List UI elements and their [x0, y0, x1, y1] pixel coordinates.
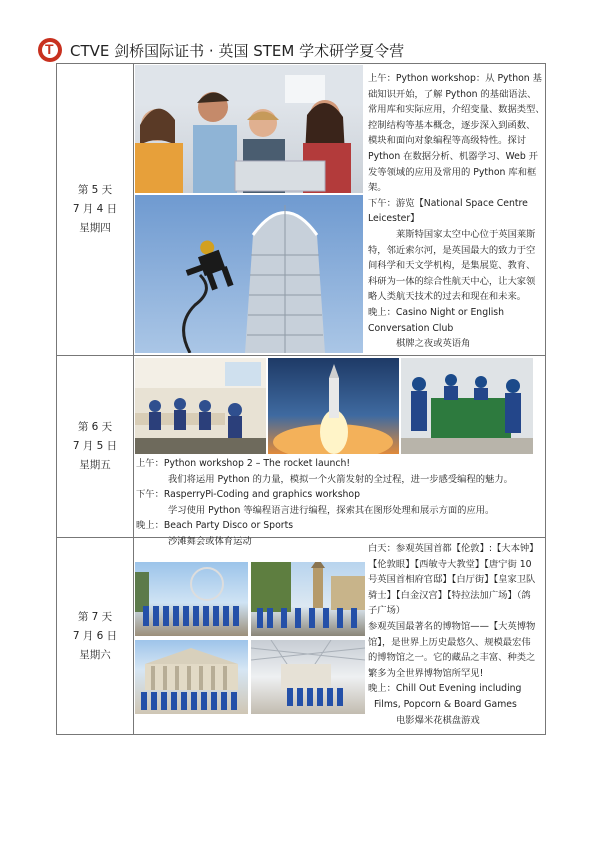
- big-ben-group-photo: [251, 562, 365, 636]
- day6-description: 上午：Python workshop 2 – The rocket launch! 我们将运用 Python 的力量，模拟一个火箭发射的全过程，进一步感受编程的魅力。 下午：RasperryPi-Coding and graphics workshop 学习使用 Python 等编程语言进行编程，探索其在图形处理和展示方面的应用。 晚上：Beach Party Disco or Sports 沙滩舞会或体育运动: [136, 458, 513, 547]
- day7-description: 白天：参观英国首都【伦敦】:【大本钟】 【伦敦眼】【西敏寺大教堂】【唐宁街 10 号英国首相府官邸】【白厅街】【皇家卫队 骑士】【白金汉宫】【特拉法加广场】（鸽 子广场） 参观英国最著名的博物馆——【大英博物 馆】，是世界上历史最悠久、规模最宏伟 的博物馆之一。它的藏品之丰富、种类之 繁多为全世界博物馆所罕见! 晚上：Chill Out Evening including Films, Popcorn & Board Games 电影爆米花棋盘游戏: [368, 543, 539, 726]
- day-number: 第 6 天: [77, 421, 113, 433]
- rocket-launch-photo: [268, 358, 399, 454]
- students-laptop-photo: [135, 65, 363, 193]
- day-cell: [57, 356, 134, 538]
- british-museum-exterior-photo: [135, 640, 248, 714]
- day-date: 7 月 4 日: [72, 203, 118, 215]
- activity-cell: [134, 538, 546, 735]
- itinerary-table: [56, 63, 546, 735]
- space-centre-photo: [135, 195, 363, 353]
- day-number: 第 5 天: [77, 184, 113, 196]
- itinerary-row-day5: [57, 64, 546, 356]
- page-header: [38, 36, 404, 64]
- london-eye-group-photo: [135, 562, 248, 636]
- day-number: 第 7 天: [77, 610, 113, 623]
- day-weekday: 星期四: [79, 222, 111, 234]
- day-date: 7 月 6 日: [72, 629, 118, 642]
- itinerary-row-day7: [57, 538, 546, 735]
- foosball-photo: [401, 358, 533, 454]
- day-cell: [57, 538, 134, 735]
- day-date: 7 月 5 日: [72, 440, 118, 452]
- day-cell: [57, 64, 134, 356]
- page-title: CTVE 剑桥国际证书 · 英国 STEM 学术研学夏令营: [70, 41, 405, 60]
- itinerary-row-day6: [57, 356, 546, 538]
- day-weekday: 星期五: [79, 459, 111, 471]
- day5-description: 上午：Python workshop：从 Python 基 础知识开始，了解 Python 的基础语法、 常用库和实际应用，介绍变量、数据类型、 控制结构等基本概念，逐步深入到函数、 模块和面向对象编程等高级特性。探讨 Python 在数据分析、机器学习、Web 开 发等领域的应用及常用的 Python 库和框 架。 下午：游览【National Space Centre Leicester】 莱斯特国家太空中心位于英国莱斯 特，邻近索尔河，是英国最大的致力于空 间科学和天文学机构，是集展览、教育、 科研为一体的综合性航天中心，让大家领 略人类航天技术的过去和现在和未来。 晚上：Casino Night or English Conversation Club 棋牌之夜或英语角: [368, 73, 545, 350]
- british-museum-court-photo: [251, 640, 365, 714]
- activity-cell: [134, 356, 546, 547]
- day-weekday: 星期六: [79, 648, 111, 661]
- ctve-logo-icon: [38, 38, 62, 62]
- activity-cell: [134, 64, 546, 356]
- classroom-photo: [135, 358, 266, 454]
